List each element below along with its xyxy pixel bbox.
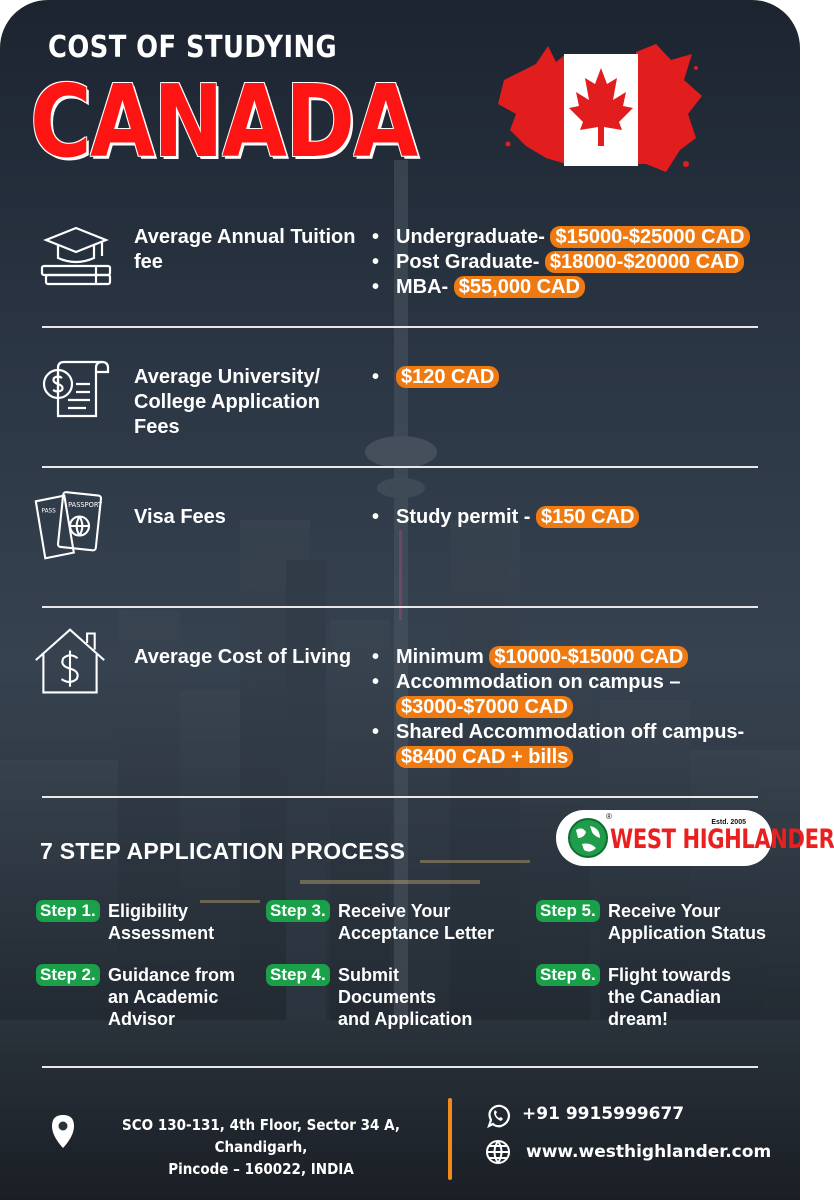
section-divider <box>42 326 758 328</box>
graduation-cap-books-icon <box>36 220 116 296</box>
section-divider <box>42 606 758 608</box>
whatsapp-icon <box>484 1102 512 1130</box>
step-badge: Step 5. <box>536 900 600 922</box>
step-item <box>266 900 526 970</box>
list-item-continued: $3000-$7000 CAD <box>372 695 744 720</box>
step-item <box>536 900 786 970</box>
section-label-cost-of-living: Average Cost of Living <box>134 646 352 668</box>
visa-fee-bullets <box>372 505 639 530</box>
section-divider <box>42 796 758 798</box>
svg-text:PASS: PASS <box>41 508 56 515</box>
cost-of-living-bullets <box>372 645 744 770</box>
list-item: • Post Graduate- $18000-$20000 CAD <box>372 250 750 275</box>
tuition-bullets <box>372 225 750 300</box>
list-item: • Study permit - $150 CAD <box>372 505 639 530</box>
house-dollar-icon <box>30 624 110 700</box>
west-highlander-logo <box>556 810 834 866</box>
passport-icon <box>30 488 110 564</box>
logo-estd: Estd. 2005 <box>711 819 746 826</box>
step-text: Receive Your Application Status <box>608 901 767 943</box>
step-item <box>36 964 266 1034</box>
step-text: Eligibility Assessment <box>108 901 215 943</box>
application-document-dollar-icon <box>36 354 116 430</box>
list-item: • Accommodation on campus – <box>372 670 744 695</box>
registered-mark: ® <box>606 812 612 821</box>
step-badge: Step 6. <box>536 964 600 986</box>
header-title: CANADA <box>30 63 417 180</box>
footer-phone[interactable]: +91 9915999677 <box>522 1104 685 1124</box>
step-badge: Step 4. <box>266 964 330 986</box>
step-badge: Step 2. <box>36 964 100 986</box>
location-pin-icon <box>50 1114 76 1150</box>
footer-divider <box>42 1066 758 1068</box>
canada-flag-icon <box>496 34 706 184</box>
section-label-application-fees: Average University/ College Application Fees <box>134 366 321 438</box>
globe-logo-icon <box>566 816 610 860</box>
svg-text:PASSPORT: PASSPORT <box>68 501 103 509</box>
section-label-visa-fees: Visa Fees <box>134 506 226 528</box>
step-text: Flight towards the Canadian dream! <box>608 965 731 1029</box>
footer-separator <box>448 1098 452 1180</box>
section-divider <box>42 466 758 468</box>
step-badge: Step 1. <box>36 900 100 922</box>
footer-address: SCO 130-131, 4th Floor, Sector 34 A, Chandigarh, Pincode – 160022, INDIA <box>122 1116 400 1178</box>
application-fee-bullets <box>372 365 499 390</box>
list-item: • Shared Accommodation off campus- <box>372 720 744 745</box>
list-item: • Undergraduate- $15000-$25000 CAD <box>372 225 750 250</box>
section-label-tuition: Average Annual Tuition fee <box>134 226 356 273</box>
list-item: • $120 CAD <box>372 365 499 390</box>
process-title: 7 STEP APPLICATION PROCESS <box>40 838 406 864</box>
logo-wordmark: WEST HIGHLANDER <box>610 824 834 855</box>
footer-website-link[interactable]: www.westhighlander.com <box>526 1142 772 1162</box>
list-item: • Minimum $10000-$15000 CAD <box>372 645 744 670</box>
step-item <box>536 964 786 1034</box>
globe-icon <box>484 1138 512 1166</box>
step-badge: Step 3. <box>266 900 330 922</box>
header-subtitle: COST OF STUDYING <box>48 30 338 65</box>
list-item: • MBA- $55,000 CAD <box>372 275 750 300</box>
step-item <box>36 900 266 970</box>
step-text: Guidance from an Academic Advisor <box>108 965 236 1029</box>
step-text: Receive Your Acceptance Letter <box>338 901 495 943</box>
list-item-continued: $8400 CAD + bills <box>372 745 744 770</box>
step-text: Submit Documents and Application <box>338 965 473 1029</box>
step-item <box>266 964 526 1034</box>
